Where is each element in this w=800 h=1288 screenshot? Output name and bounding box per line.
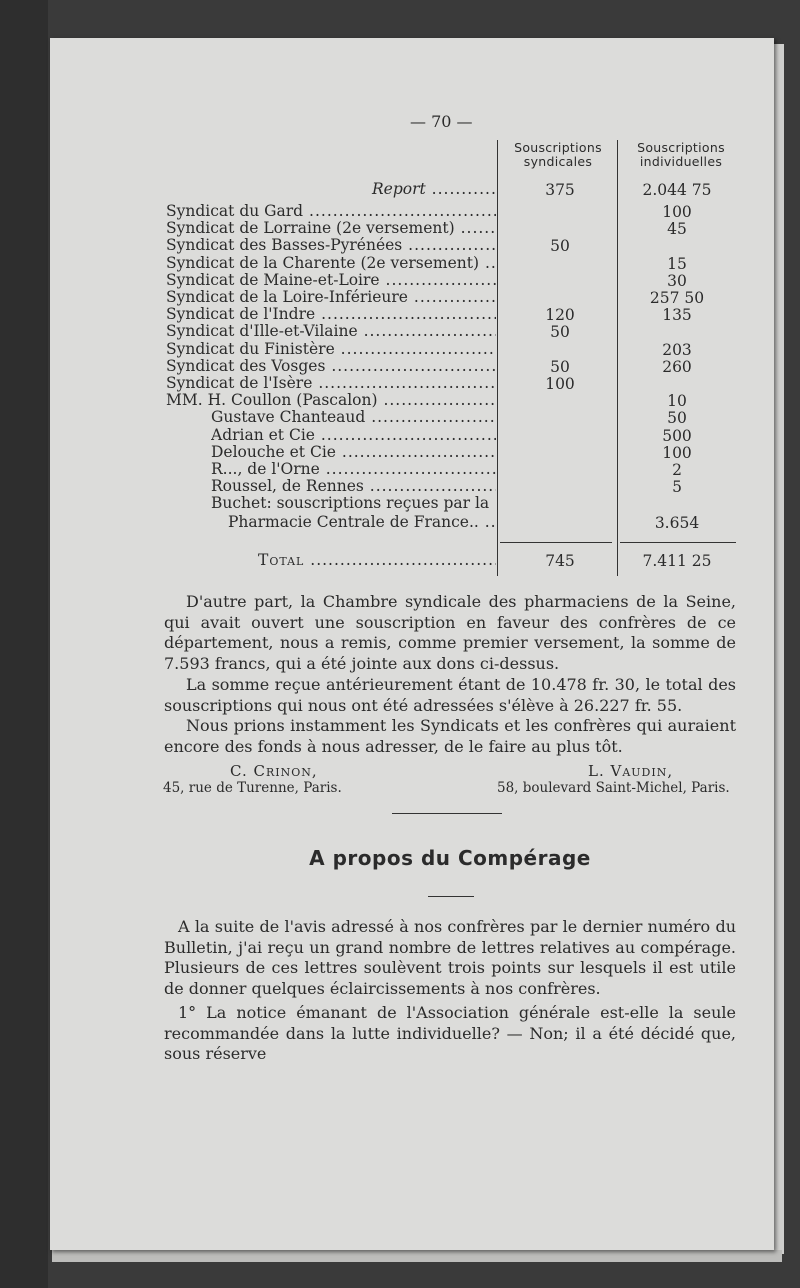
table-row-label: Gustave Chanteaud ..... (211, 409, 496, 426)
table-row-label: Pharmacie Centrale de France.. ..... (228, 514, 496, 531)
table-row-label: Syndicat du Gard ..... (166, 203, 496, 220)
page-bottom-edge (52, 1250, 782, 1262)
signature-left-address: 45, rue de Turenne, Paris. (163, 780, 342, 796)
paragraph-3-text: Nous prions instamment les Syndicats et les confrères qui auraient encore des fonds à nous adresser, de le faire au plus tôt. (164, 716, 736, 756)
table-row-col2: 100 (662, 444, 692, 462)
table-row (211, 409, 496, 426)
total-col2: 7.411 25 (642, 552, 712, 570)
report-label-text: Report (372, 181, 426, 198)
table-row-label: Syndicat de l'Isère ..... (166, 375, 496, 392)
table-row-label: Delouche et Cie ..... (211, 444, 496, 461)
column-header-individuelles-text: Souscriptions individuelles (637, 140, 725, 169)
table-row-label: Syndicat des Basses-Pyrénées ..... (166, 237, 496, 254)
column-header-individuelles (622, 141, 740, 169)
page-number: — 70 — (410, 112, 473, 131)
table-row-label: Roussel, de Rennes ..... (211, 478, 496, 495)
section-heading: A propos du Compérage (309, 846, 591, 870)
table-rule-left (497, 140, 498, 576)
column-header-syndicales (505, 141, 611, 169)
table-row (211, 495, 496, 512)
table-row (211, 444, 496, 461)
table-row (166, 306, 496, 323)
paragraph-2 (164, 675, 736, 716)
table-row (166, 358, 496, 375)
table-row-col2: 260 (662, 358, 692, 376)
table-row-col2: 50 (667, 409, 687, 427)
section-paragraph-2-text: 1° La notice émanant de l'Association générale est-elle la seule recommandée dans la lutte individuelle? — Non; il a été décidé que, sous réserve (164, 1003, 736, 1063)
table-row (166, 323, 496, 340)
table-row-col2: 500 (662, 427, 692, 445)
section-separator (392, 813, 502, 814)
total-rule-col1 (500, 542, 612, 543)
paragraph-1 (164, 592, 736, 674)
table-row-col1: 120 (545, 306, 575, 324)
total-col1: 745 (545, 552, 575, 570)
table-row-label: Syndicat de Lorraine (2e versement) ..... (166, 220, 496, 237)
report-row (166, 181, 496, 198)
section-paragraph-1-text: A la suite de l'avis adressé à nos confrères par le dernier numéro du Bulletin, j'ai reçu un grand nombre de lettres relatives au compérage. Plusieurs de ces lettres soulèvent trois points sur lesquels il est utile de donner quelques éclaircissements à nos confrères. (164, 917, 736, 998)
heading-underline (428, 896, 474, 897)
table-row-col2: 2 (672, 461, 682, 479)
table-row (166, 255, 496, 272)
page-edge (774, 44, 784, 1254)
table-row-col2: 3.654 (654, 514, 700, 532)
table-row (166, 392, 496, 409)
table-row-col2: 257 50 (649, 289, 705, 307)
table-rule-middle (617, 140, 618, 576)
table-row (166, 375, 496, 392)
table-row-col2: 5 (672, 478, 682, 496)
paragraph-1-text: D'autre part, la Chambre syndicale des pharmaciens de la Seine, qui avait ouvert une souscription en faveur des confrères de ce département, nous a remis, comme premier versement, la somme de 7.593 francs, qui a été jointe aux dons ci-dessus. (164, 592, 736, 673)
signature-right-name: L. Vaudin, (588, 762, 674, 780)
table-row-col2: 100 (662, 203, 692, 221)
table-row-col2: 135 (662, 306, 692, 324)
table-row (211, 478, 496, 495)
total-row (258, 552, 496, 569)
table-row (211, 427, 496, 444)
table-row-label: Buchet: souscriptions reçues par la (211, 495, 490, 512)
table-row (166, 220, 496, 237)
table-row-label: Syndicat de la Loire-Inférieure ..... (166, 289, 496, 306)
table-row-col2: 30 (667, 272, 687, 290)
table-row-label: R..., de l'Orne ..... (211, 461, 496, 478)
table-row-col2: 45 (667, 220, 687, 238)
table-row-label: MM. H. Coullon (Pascalon) ..... (166, 392, 496, 409)
table-row (166, 203, 496, 220)
report-label (166, 181, 496, 198)
section-paragraph-1 (164, 917, 736, 999)
report-col1: 375 (545, 181, 575, 199)
table-row-label: Syndicat des Vosges ..... (166, 358, 496, 375)
table-row-label: Syndicat de Maine-et-Loire ..... (166, 272, 496, 289)
table-row-label: Syndicat d'Ille-et-Vilaine ..... (166, 323, 496, 340)
total-label: Total ..... (258, 552, 496, 569)
table-row (211, 461, 496, 478)
table-row-col2: 15 (667, 255, 687, 273)
table-row-col1: 50 (550, 358, 570, 376)
section-paragraph-2 (164, 1003, 736, 1065)
signature-right-address: 58, boulevard Saint-Michel, Paris. (497, 780, 730, 796)
total-rule-col2 (620, 542, 736, 543)
table-row (166, 341, 496, 358)
signature-left-name: C. Crinon, (230, 762, 318, 780)
table-row-col2: 203 (662, 341, 692, 359)
table-row-label: Syndicat de la Charente (2e versement) ..... (166, 255, 496, 272)
report-col2: 2.044 75 (642, 181, 712, 199)
table-row-col1: 100 (545, 375, 575, 393)
table-row-col1: 50 (550, 237, 570, 255)
table-row (166, 272, 496, 289)
column-header-syndicales-text: Souscriptions syndicales (514, 140, 602, 169)
table-row-label: Adrian et Cie ..... (211, 427, 496, 444)
paragraph-3 (164, 716, 736, 757)
table-row (228, 514, 496, 531)
table-row-col2: 10 (667, 392, 687, 410)
table-row (166, 237, 496, 254)
table-row (166, 289, 496, 306)
paragraph-2-text: La somme reçue antérieurement étant de 10.478 fr. 30, le total des souscriptions qui nous ont été adressées s'élève à 26.227 fr. 55. (164, 675, 736, 715)
table-row-label: Syndicat de l'Indre ..... (166, 306, 496, 323)
table-row-col1: 50 (550, 323, 570, 341)
table-row-label: Syndicat du Finistère ..... (166, 341, 496, 358)
binding-strip (0, 0, 48, 1288)
